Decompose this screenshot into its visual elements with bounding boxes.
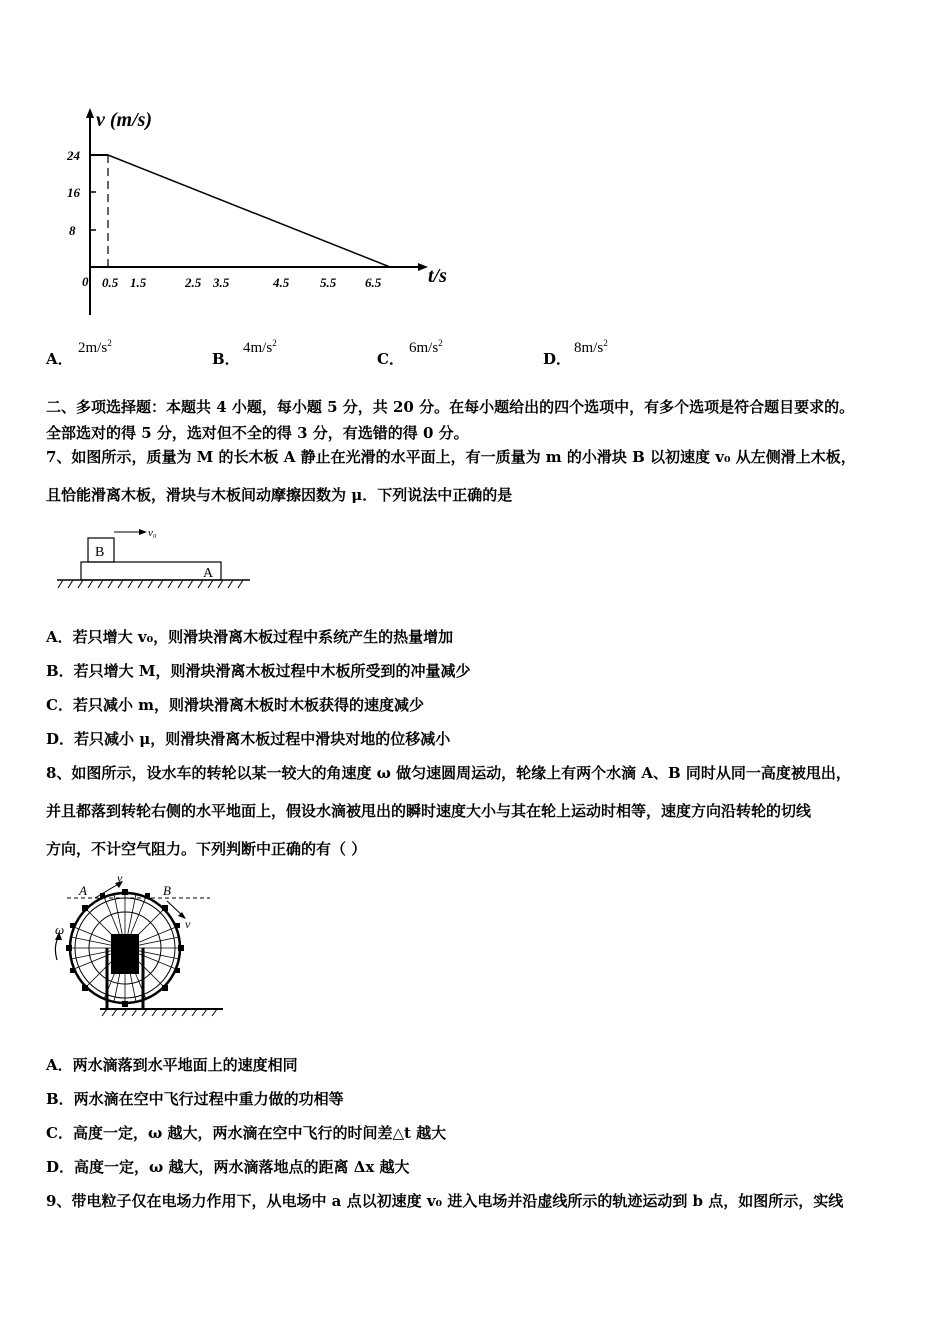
x-tick-2.5: 2.5 xyxy=(185,275,202,290)
y-tick-24: 24 xyxy=(67,148,80,163)
option-c-value[interactable]: $6m/s^2$ xyxy=(409,338,443,356)
x-tick-4.5: 4.5 xyxy=(273,275,290,290)
q7-stem-line2: 且恰能滑离木板，滑块与木板间动摩擦因数为 μ．下列说法中正确的是 xyxy=(46,486,513,504)
y-tick-8: 8 xyxy=(69,223,76,238)
y-tick-16: 16 xyxy=(67,185,80,200)
block-b-label: B xyxy=(95,545,105,560)
q8-stem-line1: 8、如图所示，设水车的转轮以某一较大的角速度 ω 做匀速圆周运动，轮缘上有两个水滴 A、B 同时从同一高度被甩出， xyxy=(46,764,851,782)
label-b: B xyxy=(163,883,171,898)
q7-block-board-figure xyxy=(55,522,255,592)
x-tick-3.5: 3.5 xyxy=(213,275,230,290)
option-b-letter[interactable]: B． xyxy=(212,350,240,368)
q7-option-c[interactable]: C．若只减小 m，则滑块滑离木板时木板获得的速度减少 xyxy=(46,696,425,714)
q8-option-c[interactable]: C．高度一定，ω 越大，两水滴在空中飞行的时间差△t 越大 xyxy=(46,1124,447,1142)
q9-stem-line1: 9、带电粒子仅在电场力作用下，从电场中 a 点以初速度 v₀ 进入电场并沿虚线所示的轨迹运动到 b 点，如图所示，实线 xyxy=(46,1192,844,1210)
option-b-value[interactable]: $4m/s^2$ xyxy=(243,338,277,356)
q8-stem-line2: 并且都落到转轮右侧的水平地面上，假设水滴被甩出的瞬时速度大小与其在轮上运动时相等，速度方向沿转轮的切线 xyxy=(46,802,812,820)
q8-option-b[interactable]: B．两水滴在空中飞行过程中重力做的功相等 xyxy=(46,1090,344,1108)
y-axis-label: v (m/s) xyxy=(96,109,153,131)
x-tick-0.5: 0.5 xyxy=(102,275,119,290)
label-omega: ω xyxy=(55,922,65,937)
velocity-time-graph xyxy=(60,100,480,325)
q8-waterwheel-figure xyxy=(45,868,230,1018)
velocity-label: v₀ xyxy=(148,527,157,539)
option-a-letter[interactable]: A． xyxy=(46,350,73,368)
label-v2: v xyxy=(185,917,191,931)
q7-option-d[interactable]: D．若只减小 μ，则滑块滑离木板过程中滑块对地的位移减小 xyxy=(46,730,451,748)
board-a xyxy=(81,562,221,580)
option-a-value[interactable]: $2m/s^2$ xyxy=(78,338,112,356)
board-a-label: A xyxy=(203,566,214,581)
x-axis-arrow xyxy=(418,263,428,271)
label-a: A xyxy=(79,883,87,898)
q7-option-b[interactable]: B．若只增大 M，则滑块滑离木板过程中木板所受到的冲量减少 xyxy=(46,662,471,680)
option-d-value[interactable]: $8m/s^2$ xyxy=(574,338,608,356)
q7-option-a[interactable]: A．若只增大 v₀，则滑块滑离木板过程中系统产生的热量增加 xyxy=(46,628,454,646)
q8-option-a[interactable]: A．两水滴落到水平地面上的速度相同 xyxy=(46,1056,298,1074)
x-axis-label: t/s xyxy=(428,265,447,287)
q8-stem-line3: 方向，不计空气阻力。下列判断中正确的有（ ） xyxy=(46,840,367,858)
q8-option-d[interactable]: D．高度一定，ω 越大，两水滴落地点的距离 Δx 越大 xyxy=(46,1158,410,1176)
x-tick-6.5: 6.5 xyxy=(365,275,382,290)
option-c-letter[interactable]: C． xyxy=(377,350,404,368)
velocity-line-decline xyxy=(108,155,390,267)
q7-stem-line1: 7、如图所示，质量为 M 的长木板 A 静止在光滑的水平面上，有一质量为 m 的小滑块 B 以初速度 v₀ 从左侧滑上木板， xyxy=(46,448,856,466)
section2-heading-line1: 二、多项选择题：本题共 4 小题，每小题 5 分，共 20 分。在每小题给出的四个选项中，有多个选项是符合题目要求的。 xyxy=(46,398,855,416)
origin-label: 0 xyxy=(82,274,89,289)
section2-heading-line2: 全部选对的得 5 分，选对但不全的得 3 分，有选错的得 0 分。 xyxy=(46,424,469,442)
x-tick-1.5: 1.5 xyxy=(130,275,147,290)
y-axis-arrow xyxy=(86,108,94,118)
label-v1: v xyxy=(117,871,123,885)
x-tick-5.5: 5.5 xyxy=(320,275,337,290)
option-d-letter[interactable]: D． xyxy=(543,350,572,368)
